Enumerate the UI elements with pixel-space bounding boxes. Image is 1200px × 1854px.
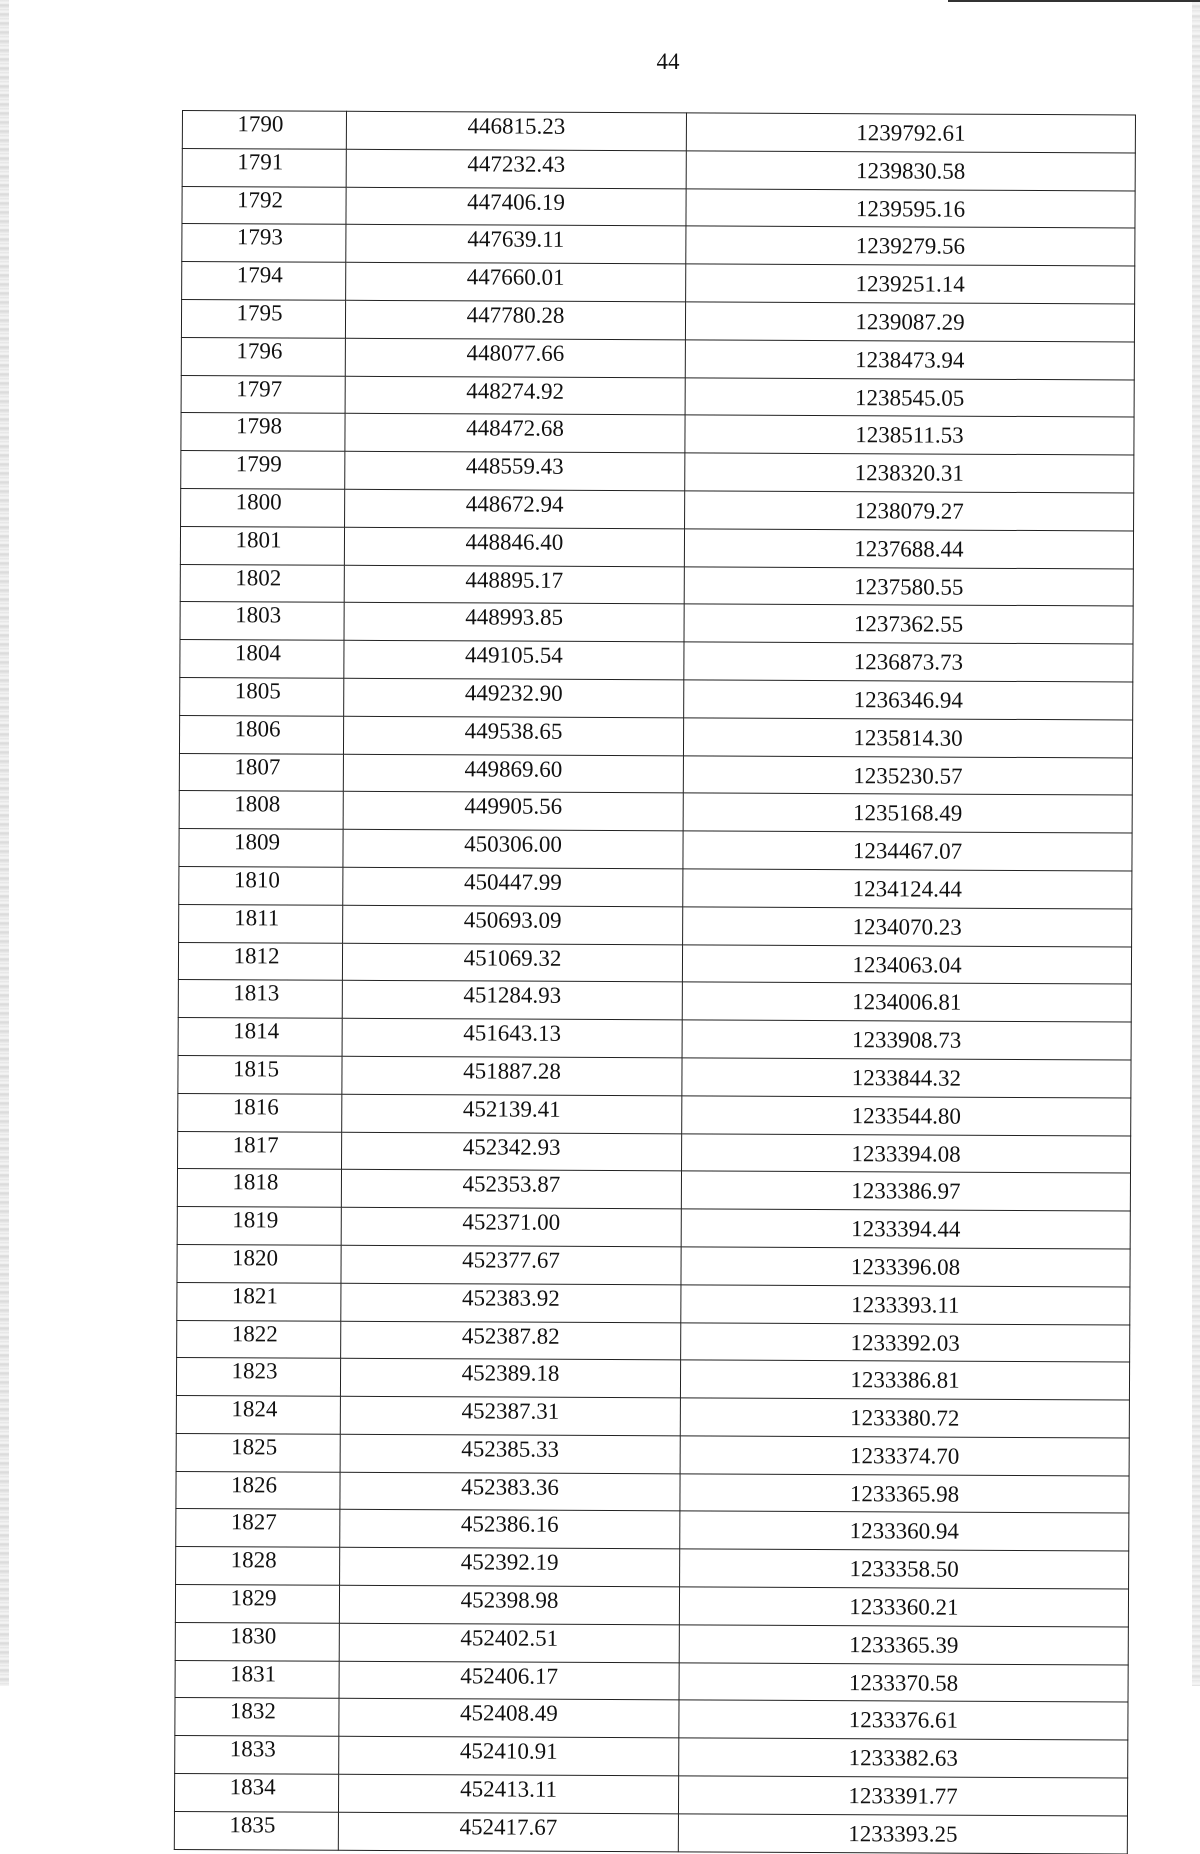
point-number-cell: 1794 bbox=[182, 262, 346, 301]
y-coordinate-cell: 1238473.94 bbox=[685, 340, 1134, 380]
y-coordinate-cell: 1233360.94 bbox=[680, 1511, 1129, 1551]
y-coordinate-cell: 1238320.31 bbox=[685, 453, 1134, 493]
y-coordinate-cell: 1237580.55 bbox=[684, 566, 1133, 606]
table-row bbox=[176, 1547, 1129, 1589]
table-row bbox=[181, 488, 1134, 530]
x-coordinate-cell: 447406.19 bbox=[346, 187, 686, 226]
point-number-cell: 1793 bbox=[182, 224, 346, 263]
y-coordinate-cell: 1235168.49 bbox=[683, 793, 1132, 833]
y-coordinate-cell: 1233393.11 bbox=[681, 1285, 1130, 1325]
y-coordinate-cell: 1234063.04 bbox=[682, 944, 1131, 984]
x-coordinate-cell: 448077.66 bbox=[345, 338, 685, 377]
y-coordinate-cell: 1234070.23 bbox=[683, 907, 1132, 947]
point-number-cell: 1825 bbox=[176, 1433, 340, 1472]
y-coordinate-cell: 1233386.81 bbox=[680, 1360, 1129, 1400]
y-coordinate-cell: 1239792.61 bbox=[686, 113, 1135, 153]
x-coordinate-cell: 452371.00 bbox=[341, 1207, 681, 1246]
point-number-cell: 1835 bbox=[174, 1811, 338, 1850]
table-row bbox=[177, 1207, 1130, 1249]
table-row bbox=[182, 148, 1135, 190]
x-coordinate-cell: 450447.99 bbox=[343, 867, 683, 906]
table-row bbox=[177, 1282, 1130, 1324]
table-row bbox=[182, 111, 1135, 153]
x-coordinate-cell: 452410.91 bbox=[339, 1737, 679, 1776]
scan-edge-right bbox=[1192, 0, 1200, 1686]
y-coordinate-cell: 1233396.08 bbox=[681, 1247, 1130, 1287]
point-number-cell: 1808 bbox=[179, 791, 343, 830]
point-number-cell: 1830 bbox=[175, 1622, 339, 1661]
x-coordinate-cell: 447660.01 bbox=[346, 262, 686, 301]
x-coordinate-cell: 452402.51 bbox=[339, 1623, 679, 1662]
y-coordinate-cell: 1233360.21 bbox=[679, 1587, 1128, 1627]
x-coordinate-cell: 448846.40 bbox=[344, 527, 684, 566]
page-number bbox=[0, 48, 1200, 76]
y-coordinate-cell: 1233392.03 bbox=[681, 1322, 1130, 1362]
x-coordinate-cell: 447639.11 bbox=[346, 225, 686, 264]
table-row bbox=[181, 451, 1134, 493]
table-row bbox=[178, 1018, 1131, 1060]
point-number-cell: 1798 bbox=[181, 413, 345, 452]
y-coordinate-cell: 1237688.44 bbox=[684, 529, 1133, 569]
x-coordinate-cell: 452377.67 bbox=[341, 1245, 681, 1284]
x-coordinate-cell: 448895.17 bbox=[344, 565, 684, 604]
table-row bbox=[176, 1509, 1129, 1551]
y-coordinate-cell: 1234124.44 bbox=[683, 869, 1132, 909]
y-coordinate-cell: 1233365.98 bbox=[680, 1474, 1129, 1514]
table-row bbox=[180, 677, 1133, 719]
y-coordinate-cell: 1233365.39 bbox=[679, 1625, 1128, 1665]
point-number-cell: 1790 bbox=[182, 111, 346, 150]
table-row bbox=[177, 1244, 1130, 1286]
table-row bbox=[174, 1774, 1127, 1816]
x-coordinate-cell: 452389.18 bbox=[340, 1359, 680, 1398]
x-coordinate-cell: 451069.32 bbox=[342, 943, 682, 982]
y-coordinate-cell: 1233374.70 bbox=[680, 1436, 1129, 1476]
table-row bbox=[182, 224, 1135, 266]
point-number-cell: 1803 bbox=[180, 602, 344, 641]
x-coordinate-cell: 452386.16 bbox=[340, 1510, 680, 1549]
point-number-cell: 1817 bbox=[178, 1131, 342, 1170]
point-number-cell: 1824 bbox=[176, 1396, 340, 1435]
table-row bbox=[178, 980, 1131, 1022]
table-row bbox=[175, 1698, 1128, 1740]
table-row bbox=[181, 337, 1134, 379]
y-coordinate-cell: 1235230.57 bbox=[683, 755, 1132, 795]
x-coordinate-cell: 452408.49 bbox=[339, 1699, 679, 1738]
table-row bbox=[174, 1811, 1127, 1853]
table-row bbox=[182, 262, 1135, 304]
x-coordinate-cell: 452417.67 bbox=[338, 1812, 678, 1851]
point-number-cell: 1814 bbox=[178, 1018, 342, 1057]
x-coordinate-cell: 452413.11 bbox=[338, 1774, 678, 1813]
y-coordinate-cell: 1233391.77 bbox=[678, 1776, 1127, 1816]
table-row bbox=[178, 942, 1131, 984]
point-number-cell: 1791 bbox=[182, 148, 346, 187]
table-row bbox=[181, 413, 1134, 455]
point-number-cell: 1801 bbox=[180, 526, 344, 565]
point-number-cell: 1813 bbox=[178, 980, 342, 1019]
x-coordinate-cell: 452392.19 bbox=[340, 1548, 680, 1587]
table-row bbox=[180, 640, 1133, 682]
y-coordinate-cell: 1237362.55 bbox=[684, 604, 1133, 644]
y-coordinate-cell: 1238511.53 bbox=[685, 415, 1134, 455]
table-row bbox=[178, 1055, 1131, 1097]
point-number-cell: 1829 bbox=[175, 1585, 339, 1624]
table-row bbox=[179, 715, 1132, 757]
point-number-cell: 1800 bbox=[181, 488, 345, 527]
table-row bbox=[179, 753, 1132, 795]
point-number-cell: 1797 bbox=[181, 375, 345, 414]
table-row bbox=[181, 375, 1134, 417]
point-number-cell: 1832 bbox=[175, 1698, 339, 1737]
table-row bbox=[181, 299, 1134, 341]
point-number-cell: 1805 bbox=[180, 677, 344, 716]
x-coordinate-cell: 450306.00 bbox=[343, 829, 683, 868]
point-number-cell: 1804 bbox=[180, 640, 344, 679]
y-coordinate-cell: 1233386.97 bbox=[681, 1171, 1130, 1211]
point-number-cell: 1828 bbox=[176, 1547, 340, 1586]
point-number-cell: 1796 bbox=[181, 337, 345, 376]
y-coordinate-cell: 1233844.32 bbox=[682, 1058, 1131, 1098]
y-coordinate-cell: 1238545.05 bbox=[685, 377, 1134, 417]
table-row bbox=[175, 1585, 1128, 1627]
x-coordinate-cell: 450693.09 bbox=[343, 905, 683, 944]
x-coordinate-cell: 452139.41 bbox=[342, 1094, 682, 1133]
table-row bbox=[180, 564, 1133, 606]
point-number-cell: 1792 bbox=[182, 186, 346, 225]
y-coordinate-cell: 1239830.58 bbox=[686, 151, 1135, 191]
x-coordinate-cell: 452385.33 bbox=[340, 1434, 680, 1473]
table-row bbox=[178, 1093, 1131, 1135]
x-coordinate-cell: 449905.56 bbox=[343, 792, 683, 831]
x-coordinate-cell: 448274.92 bbox=[345, 376, 685, 415]
x-coordinate-cell: 448472.68 bbox=[345, 414, 685, 453]
x-coordinate-cell: 448993.85 bbox=[344, 603, 684, 642]
x-coordinate-cell: 449869.60 bbox=[343, 754, 683, 793]
table-row bbox=[177, 1169, 1130, 1211]
x-coordinate-cell: 449232.90 bbox=[344, 678, 684, 717]
y-coordinate-cell: 1233380.72 bbox=[680, 1398, 1129, 1438]
point-number-cell: 1834 bbox=[174, 1774, 338, 1813]
table-row bbox=[176, 1471, 1129, 1513]
point-number-cell: 1799 bbox=[181, 451, 345, 490]
y-coordinate-cell: 1239087.29 bbox=[685, 302, 1134, 342]
point-number-cell: 1820 bbox=[177, 1244, 341, 1283]
point-number-cell: 1809 bbox=[179, 829, 343, 868]
coordinate-table-body bbox=[174, 111, 1135, 1854]
point-number-cell: 1810 bbox=[179, 866, 343, 905]
y-coordinate-cell: 1234467.07 bbox=[683, 831, 1132, 871]
y-coordinate-cell: 1233370.58 bbox=[679, 1663, 1128, 1703]
scan-edge-left bbox=[0, 0, 9, 1686]
x-coordinate-cell: 451284.93 bbox=[342, 981, 682, 1020]
y-coordinate-cell: 1239279.56 bbox=[686, 226, 1135, 266]
coordinate-table bbox=[174, 110, 1136, 1854]
table-row bbox=[179, 866, 1132, 908]
table-row bbox=[179, 791, 1132, 833]
point-number-cell: 1806 bbox=[179, 715, 343, 754]
point-number-cell: 1811 bbox=[179, 904, 343, 943]
table-row bbox=[175, 1660, 1128, 1702]
table-row bbox=[179, 829, 1132, 871]
x-coordinate-cell: 452387.31 bbox=[340, 1396, 680, 1435]
x-coordinate-cell: 451643.13 bbox=[342, 1018, 682, 1057]
y-coordinate-cell: 1235814.30 bbox=[683, 718, 1132, 758]
x-coordinate-cell: 452342.93 bbox=[342, 1132, 682, 1171]
table-row bbox=[180, 602, 1133, 644]
y-coordinate-cell: 1233376.61 bbox=[679, 1700, 1128, 1740]
point-number-cell: 1821 bbox=[177, 1282, 341, 1321]
table-row bbox=[182, 186, 1135, 228]
x-coordinate-cell: 449538.65 bbox=[343, 716, 683, 755]
table-row bbox=[175, 1622, 1128, 1664]
table-row bbox=[178, 1131, 1131, 1173]
top-rule bbox=[948, 0, 1200, 2]
y-coordinate-cell: 1233382.63 bbox=[679, 1738, 1128, 1778]
point-number-cell: 1822 bbox=[177, 1320, 341, 1359]
point-number-cell: 1833 bbox=[175, 1736, 339, 1775]
x-coordinate-cell: 452353.87 bbox=[341, 1170, 681, 1209]
x-coordinate-cell: 447780.28 bbox=[345, 300, 685, 339]
x-coordinate-cell: 446815.23 bbox=[346, 111, 686, 150]
table-row bbox=[176, 1358, 1129, 1400]
table-row bbox=[176, 1396, 1129, 1438]
table-row bbox=[180, 526, 1133, 568]
page-number-text: 44 bbox=[656, 49, 680, 74]
x-coordinate-cell: 452383.92 bbox=[341, 1283, 681, 1322]
x-coordinate-cell: 448559.43 bbox=[345, 451, 685, 490]
x-coordinate-cell: 452383.36 bbox=[340, 1472, 680, 1511]
y-coordinate-cell: 1233908.73 bbox=[682, 1020, 1131, 1060]
y-coordinate-cell: 1236873.73 bbox=[684, 642, 1133, 682]
point-number-cell: 1823 bbox=[176, 1358, 340, 1397]
x-coordinate-cell: 452398.98 bbox=[339, 1585, 679, 1624]
x-coordinate-cell: 447232.43 bbox=[346, 149, 686, 188]
y-coordinate-cell: 1233394.44 bbox=[681, 1209, 1130, 1249]
y-coordinate-cell: 1233393.25 bbox=[678, 1814, 1127, 1854]
y-coordinate-cell: 1239595.16 bbox=[686, 188, 1135, 228]
table-row bbox=[177, 1320, 1130, 1362]
y-coordinate-cell: 1239251.14 bbox=[686, 264, 1135, 304]
point-number-cell: 1819 bbox=[177, 1207, 341, 1246]
y-coordinate-cell: 1233358.50 bbox=[680, 1549, 1129, 1589]
table-row bbox=[175, 1736, 1128, 1778]
table-row bbox=[176, 1433, 1129, 1475]
point-number-cell: 1815 bbox=[178, 1055, 342, 1094]
x-coordinate-cell: 448672.94 bbox=[345, 489, 685, 528]
y-coordinate-cell: 1233394.08 bbox=[682, 1133, 1131, 1173]
point-number-cell: 1818 bbox=[177, 1169, 341, 1208]
table-row bbox=[179, 904, 1132, 946]
x-coordinate-cell: 449105.54 bbox=[344, 640, 684, 679]
point-number-cell: 1831 bbox=[175, 1660, 339, 1699]
y-coordinate-cell: 1234006.81 bbox=[682, 982, 1131, 1022]
x-coordinate-cell: 451887.28 bbox=[342, 1056, 682, 1095]
point-number-cell: 1807 bbox=[179, 753, 343, 792]
y-coordinate-cell: 1236346.94 bbox=[684, 680, 1133, 720]
point-number-cell: 1816 bbox=[178, 1093, 342, 1132]
point-number-cell: 1827 bbox=[176, 1509, 340, 1548]
x-coordinate-cell: 452387.82 bbox=[341, 1321, 681, 1360]
y-coordinate-cell: 1238079.27 bbox=[685, 491, 1134, 531]
point-number-cell: 1812 bbox=[178, 942, 342, 981]
point-number-cell: 1795 bbox=[181, 299, 345, 338]
y-coordinate-cell: 1233544.80 bbox=[682, 1096, 1131, 1136]
x-coordinate-cell: 452406.17 bbox=[339, 1661, 679, 1700]
point-number-cell: 1826 bbox=[176, 1471, 340, 1510]
point-number-cell: 1802 bbox=[180, 564, 344, 603]
